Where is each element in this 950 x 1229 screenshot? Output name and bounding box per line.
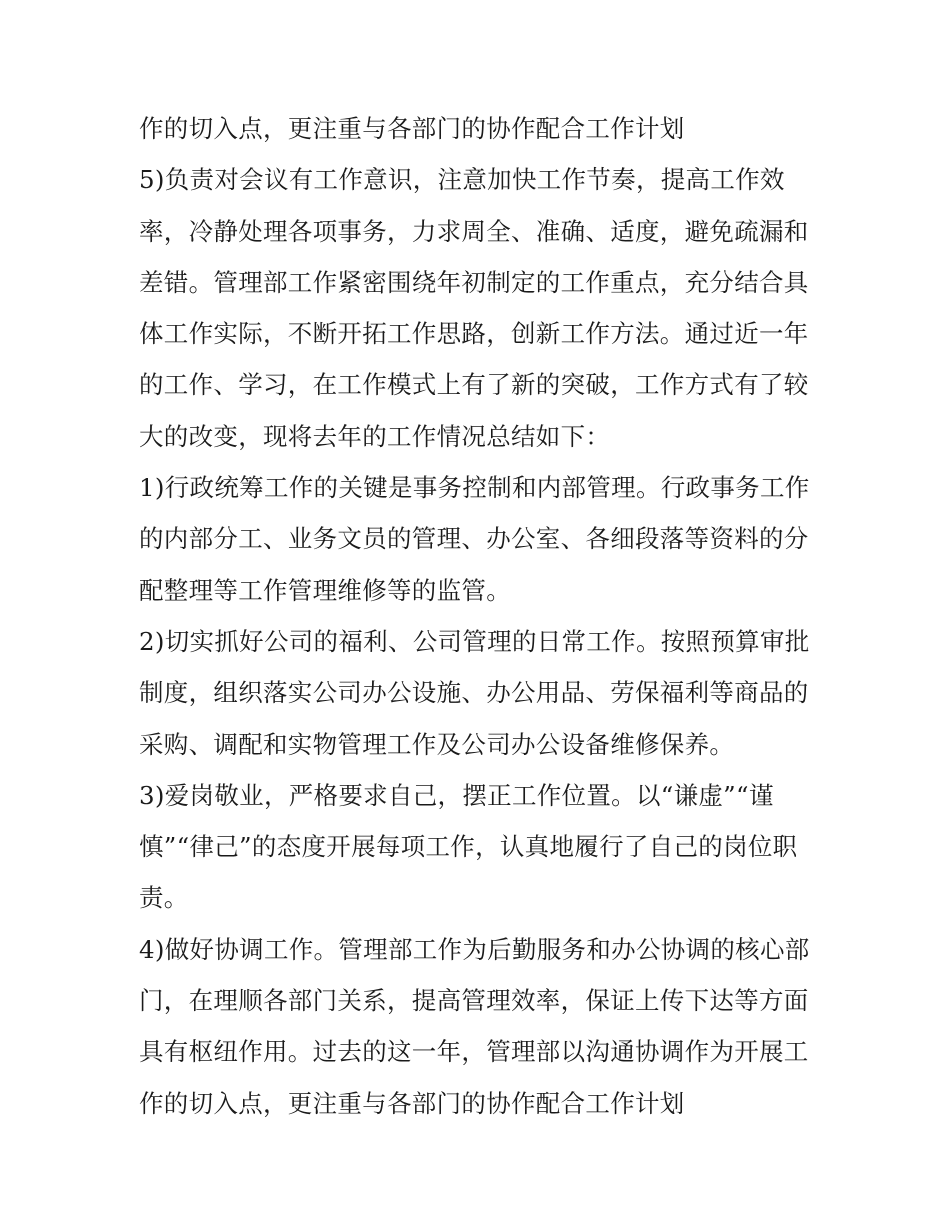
text-line: 的工作、学习，在工作模式上有了新的突破，工作方式有了较 [139,370,809,400]
text-line: 慎”“律己”的态度开展每项工作，认真地履行了自己的岗位职 [139,832,798,862]
text-line: 体工作实际，不断开拓工作思路，创新工作方法。通过近一年 [139,319,809,349]
text-line: 作的切入点，更注重与各部门的协作配合工作计划 [139,1088,685,1118]
text-line: 5)负责对会议有工作意识，注意加快工作节奏，提高工作效 [139,165,785,195]
text-line: 制度，组织落实公司办公设施、办公用品、劳保福利等商品的 [139,678,809,708]
text-line: 1)行政统筹工作的关键是事务控制和内部管理。行政事务工作 [139,473,810,503]
text-line: 2)切实抓好公司的福利、公司管理的日常工作。按照预算审批 [139,626,810,656]
text-line: 大的改变，现将去年的工作情况总结如下： [139,421,611,451]
text-line: 作的切入点，更注重与各部门的协作配合工作计划 [139,114,685,143]
text-line: 率，冷静处理各项事务，力求周全、准确、适度，避免疏漏和 [139,216,809,246]
body-text [139,103,819,1129]
text-line: 3)爱岗敬业，严格要求自己，摆正工作位置。以“谦虚”“谨 [139,780,774,810]
text-line: 门，在理顺各部门关系，提高管理效率，保证上传下达等方面 [139,986,809,1016]
text-line: 具有枢纽作用。过去的这一年，管理部以沟通协调作为开展工 [139,1037,809,1067]
text-line: 采购、调配和实物管理工作及公司办公设备维修保养。 [139,729,735,759]
text-line: 责。 [139,883,189,913]
text-line: 差错。管理部工作紧密围绕年初制定的工作重点，充分结合具 [139,267,809,297]
text-line: 配整理等工作管理维修等的监管。 [139,575,511,605]
text-line: 的内部分工、业务文员的管理、办公室、各细段落等资料的分 [139,524,809,554]
text-line: 4)做好协调工作。管理部工作为后勤服务和办公协调的核心部 [139,934,810,964]
